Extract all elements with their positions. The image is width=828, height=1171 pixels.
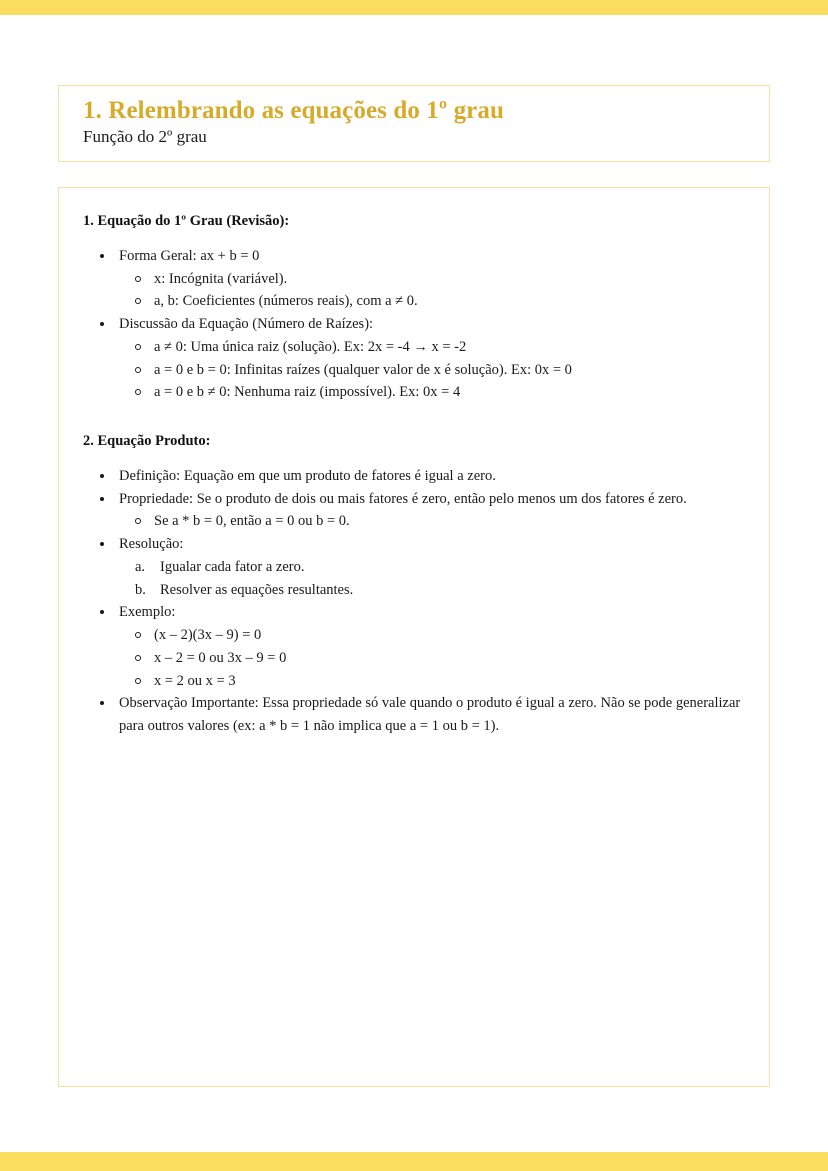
list-item-label: Observação Importante: Essa propriedade só vale quando o produto é igual a zero. Não se pode generalizar para outros valores (ex: a * b = 1 não implica que a = 1 ou b = 1). (119, 695, 741, 735)
list-item-label: Forma Geral: ax + b = 0 (119, 247, 260, 264)
section-1-list (83, 245, 743, 404)
bullet-disc-icon (100, 322, 104, 326)
list-item (130, 359, 743, 382)
bullet-circle-icon (135, 518, 141, 524)
list-item-label: x – 2 = 0 ou 3x – 9 = 0 (154, 649, 287, 666)
list-item-label: Resolver as equações resultantes. (160, 581, 354, 598)
header-box (58, 85, 770, 162)
bullet-circle-icon (135, 298, 141, 304)
bullet-circle-icon (135, 344, 141, 350)
bullet-circle-icon (135, 655, 141, 661)
list-item (135, 556, 743, 579)
bullet-disc-icon (100, 474, 104, 478)
section-heading-1: 1. Equação do 1º Grau (Revisão): (83, 213, 290, 229)
list-item-label: x = 2 ou x = 3 (154, 672, 236, 689)
sublist (119, 624, 743, 692)
bullet-circle-icon (135, 276, 141, 282)
list-item (130, 381, 743, 404)
list-item-label: Propriedade: Se o produto de dois ou mais fatores é zero, então pelo menos um dos fatores é zero. (119, 490, 687, 507)
top-decorative-band (0, 0, 828, 15)
bottom-decorative-band (0, 1152, 828, 1171)
page-subtitle: Função do 2º grau (83, 127, 207, 146)
bullet-disc-icon (100, 701, 104, 705)
list-item (130, 290, 743, 313)
ordered-sublist (119, 556, 743, 602)
list-item-label: Exemplo: (119, 604, 176, 621)
list-item-label: a ≠ 0: Uma única raiz (solução). Ex: 2x = -4 → x = -2 (154, 338, 467, 355)
list-item-label: x: Incógnita (variável). (154, 270, 288, 287)
list-item (130, 510, 743, 533)
list-item-label: Igualar cada fator a zero. (160, 558, 305, 575)
list-item-label: Definição: Equação em que um produto de fatores é igual a zero. (119, 467, 496, 484)
bullet-disc-icon (100, 610, 104, 614)
bullet-circle-icon (135, 367, 141, 373)
bullet-disc-icon (100, 497, 104, 501)
list-item (94, 488, 743, 534)
bullet-circle-icon (135, 389, 141, 395)
list-item (130, 268, 743, 291)
list-marker: a. (135, 558, 146, 575)
list-item-label: (x – 2)(3x – 9) = 0 (154, 627, 262, 644)
list-marker: b. (135, 581, 146, 598)
list-item-label: a = 0 e b = 0: Infinitas raízes (qualquer valor de x é solução). Ex: 0x = 0 (154, 361, 572, 378)
list-item-label: Se a * b = 0, então a = 0 ou b = 0. (154, 513, 350, 530)
list-item (130, 624, 743, 647)
list-item-label: a, b: Coeficientes (números reais), com a ≠ 0. (154, 293, 418, 310)
page-title: 1. Relembrando as equações do 1º grau (83, 97, 504, 124)
sublist (119, 510, 743, 533)
list-item (94, 313, 743, 404)
section-2-list (83, 465, 743, 738)
list-item (130, 336, 743, 359)
list-item-label: a = 0 e b ≠ 0: Nenhuma raiz (impossível). Ex: 0x = 4 (154, 384, 461, 401)
list-item (94, 601, 743, 692)
list-item-label: Discussão da Equação (Número de Raízes): (119, 316, 374, 333)
list-item (94, 692, 743, 738)
list-item (94, 465, 743, 488)
list-item (94, 245, 743, 313)
bullet-disc-icon (100, 254, 104, 258)
bullet-circle-icon (135, 678, 141, 684)
sublist (119, 336, 743, 404)
list-item (94, 533, 743, 601)
section-heading-2: 2. Equação Produto: (83, 433, 211, 450)
sublist (119, 268, 743, 314)
list-item (135, 579, 743, 602)
bullet-disc-icon (100, 542, 104, 546)
list-item (130, 670, 743, 693)
content-box (58, 187, 770, 1087)
bullet-circle-icon (135, 632, 141, 638)
list-item-label: Resolução: (119, 536, 184, 553)
list-item (130, 647, 743, 670)
